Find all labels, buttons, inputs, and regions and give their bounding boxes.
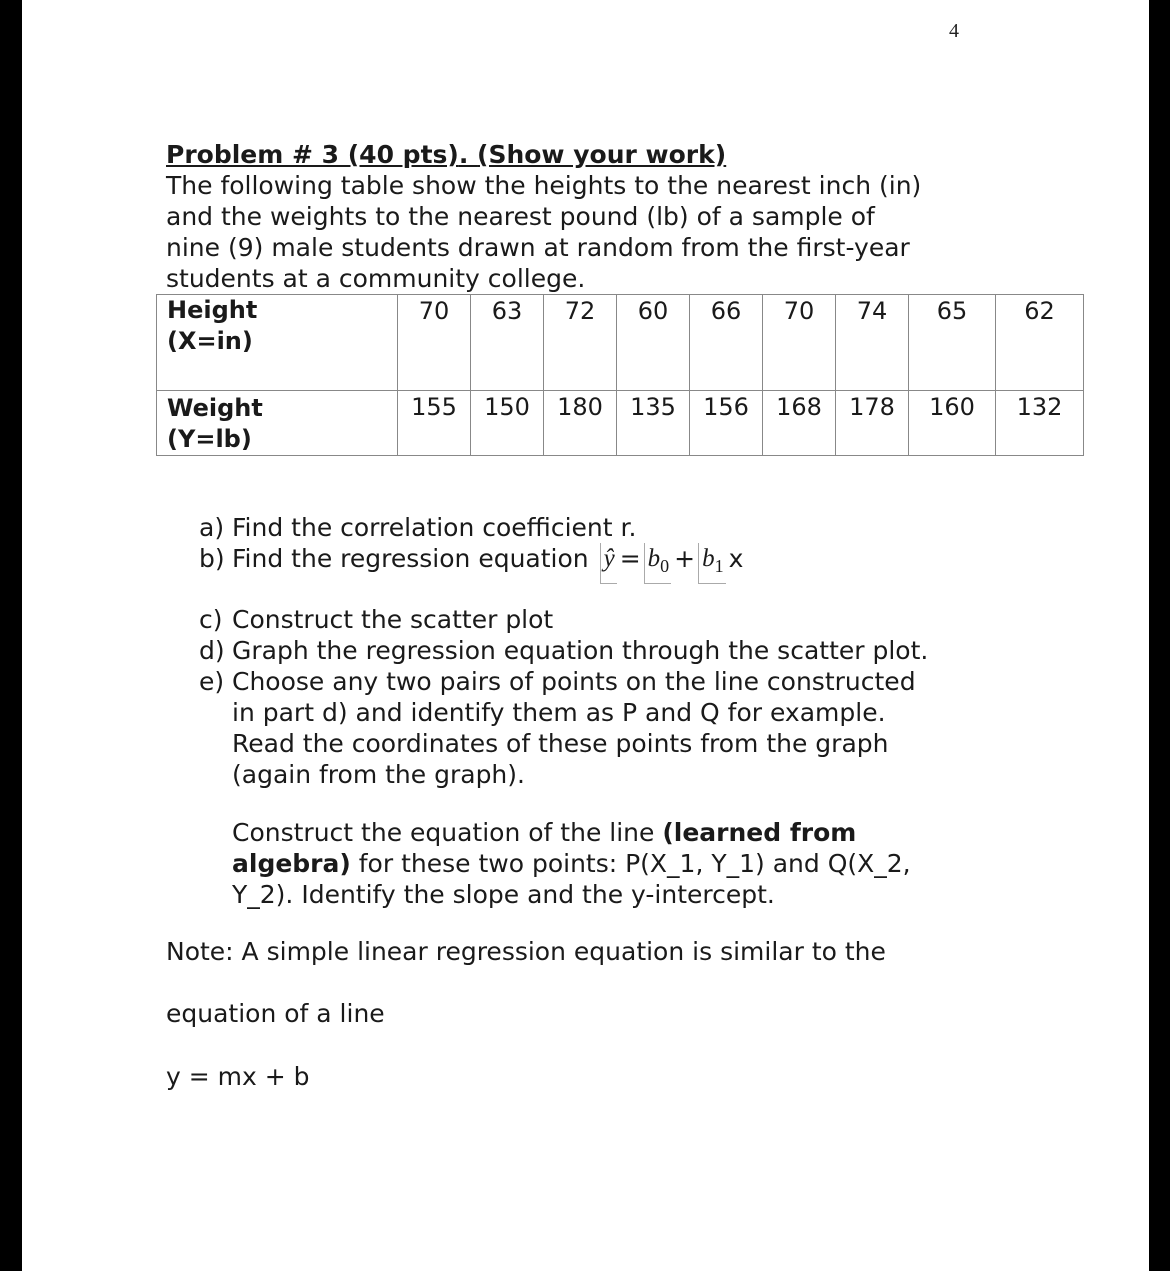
weight-label: Weight (Y=lb)	[157, 391, 398, 456]
heading-separator: .	[458, 140, 478, 169]
height-cell: 62	[996, 295, 1084, 391]
question-e-line: in part d) and identify them as P and Q for example.	[232, 698, 886, 727]
height-weight-table	[156, 294, 1084, 456]
weight-cell: 155	[398, 391, 471, 456]
note-line: Note: A simple linear regression equation is similar to the	[166, 937, 886, 966]
intro-line: and the weights to the nearest pound (lb) of a sample of	[166, 202, 875, 231]
intro-line: The following table show the heights to the nearest inch (in)	[166, 171, 922, 200]
weight-cell: 178	[836, 391, 909, 456]
height-cell: 63	[471, 295, 544, 391]
height-cell: 70	[398, 295, 471, 391]
problem-title: Problem # 3 (40 pts)	[166, 140, 459, 169]
question-c: c) Construct the scatter plot	[199, 605, 554, 634]
questions-cde	[199, 604, 928, 790]
question-d: d) Graph the regression equation through the scatter plot.	[199, 636, 929, 665]
note-line: equation of a line	[166, 999, 385, 1028]
height-cell: 66	[690, 295, 763, 391]
weight-cell: 150	[471, 391, 544, 456]
question-b: b) Find the regression equation ŷ = $b_0 + b_1$ x	[199, 543, 743, 574]
intro-line: students at a community college.	[166, 264, 586, 293]
construct-paragraph: Construct the equation of the line (learned from algebra) for these two points: P(X_1, Y_1) and Q(X_2, Y_2). Identify the slope and the y-intercept.	[232, 818, 911, 909]
question-a: a) Find the correlation coefficient r.	[199, 513, 637, 542]
problem-intro	[166, 170, 921, 294]
problem-heading	[166, 140, 726, 169]
height-cell: 65	[909, 295, 996, 391]
show-work-label: (Show your work)	[477, 140, 727, 169]
height-cell: 72	[544, 295, 617, 391]
weight-cell: 168	[763, 391, 836, 456]
height-cell: 70	[763, 295, 836, 391]
weight-cell: 160	[909, 391, 996, 456]
b0-box: $b_0$	[644, 543, 672, 584]
weight-cell: 132	[996, 391, 1084, 456]
b1-box: $b_1$	[698, 543, 726, 584]
window-edge	[1149, 0, 1170, 1271]
yhat-box: ŷ	[600, 543, 617, 584]
question-e-line: Read the coordinates of these points from the graph	[232, 729, 889, 758]
weight-cell: 156	[690, 391, 763, 456]
intro-line: nine (9) male students drawn at random from the first-year	[166, 233, 910, 262]
height-row	[157, 295, 1084, 391]
weight-row	[157, 391, 1084, 456]
page-number: 4	[949, 20, 959, 42]
weight-cell: 135	[617, 391, 690, 456]
height-cell: 60	[617, 295, 690, 391]
regression-formula: ŷ = $b_0 + b_1$ x	[597, 543, 744, 584]
question-e: e) Choose any two pairs of points on the line constructed	[199, 667, 916, 696]
height-label: Height (X=in)	[157, 295, 398, 391]
height-cell: 74	[836, 295, 909, 391]
questions-ab	[199, 512, 743, 574]
weight-cell: 180	[544, 391, 617, 456]
question-e-line: (again from the graph).	[232, 760, 525, 789]
line-equation: y = mx + b	[166, 1062, 310, 1091]
